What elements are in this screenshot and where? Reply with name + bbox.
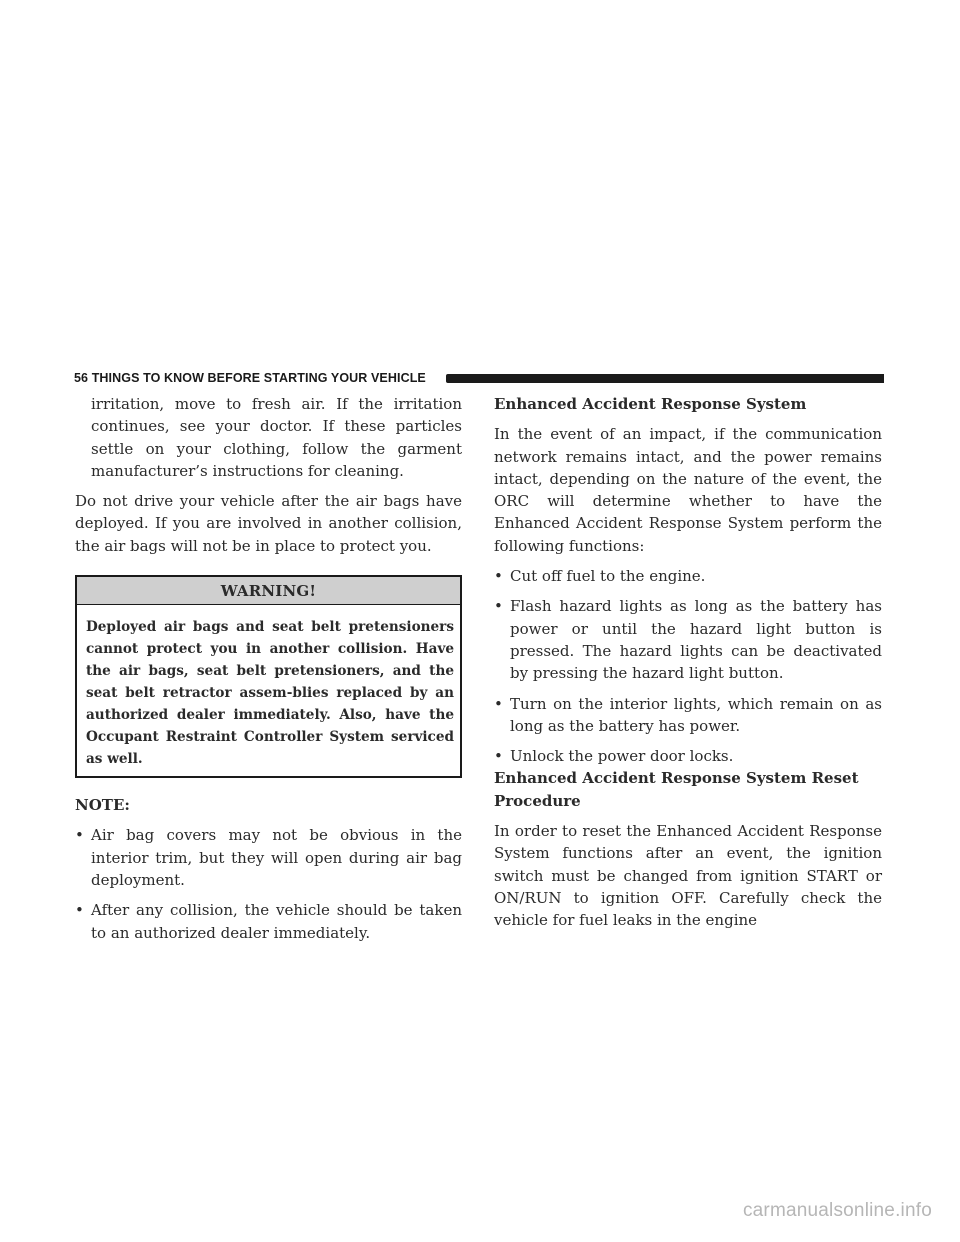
list-item-text: Turn on the interior lights, which remain on as long as the battery has power. [510,694,882,735]
deployed-paragraph: Do not drive your vehicle after the air bags have deployed. If you are involved in another collision, the air bags will not be in place to protect you. [75,492,462,555]
reset-paragraph: In order to reset the Enhanced Accident Response System functions after an event, the ignition switch must be changed from ignition START or ON/RUN to ignition OFF. Carefully check the vehicle for fuel leaks in the engine [494,822,882,930]
list-item [75,824,462,891]
left-column [75,393,462,944]
section-heading: Enhanced Accident Response System [494,395,807,413]
impact-paragraph: In the event of an impact, if the communication network remains intact, and the power remains intact, depending on the nature of the event, the ORC will determine whether to have the Enhanced Accident Response System perform the following functions: [494,425,882,555]
bullet-icon: • [494,567,503,586]
warning-box [75,575,462,778]
reset-heading-line1: Enhanced Accident Response System Reset [494,769,859,788]
right-column [494,393,882,932]
list-item [494,693,882,738]
list-item-text: Flash hazard lights as long as the battery has power or until the hazard light button is pressed. The hazard lights can be deactivated by pressing the hazard light button. [510,597,882,683]
list-item [494,565,882,587]
page-header [74,370,884,388]
warning-title: WARNING! [77,577,460,605]
list-item-text: Air bag covers may not be obvious in the interior trim, but they will open during air bag deployment. [91,826,462,889]
bullet-icon: • [494,747,503,766]
bullet-icon: • [75,901,84,920]
list-item-text: Unlock the power door locks. [510,747,734,766]
reset-heading [494,767,882,812]
warning-body: Deployed air bags and seat belt pretensioners cannot protect you in another collision. Have the air bags, seat belt pretensioners, and the seat belt retractor assem-blies replaced by an authorized dealer immediately. Also, have the Occupant Restraint Controller System serviced as well. [86,619,454,768]
list-item [494,595,882,684]
note-list [75,824,462,943]
bullet-icon: • [75,826,84,845]
reset-heading-line2: Procedure [494,791,581,810]
continued-paragraph: irritation, move to fresh air. If the irritation continues, see your doctor. If these particles settle on your clothing, follow the garment manufacturer’s instructions for cleaning. [91,395,462,480]
bullet-icon: • [494,597,503,616]
header-rule [446,374,884,383]
list-item [494,745,882,767]
list-item-text: After any collision, the vehicle should be taken to an authorized dealer immediately. [91,901,462,942]
list-item-text: Cut off fuel to the engine. [510,567,706,586]
watermark: carmanualsonline.info [742,1200,932,1221]
functions-list [494,565,882,767]
section-title: THINGS TO KNOW BEFORE STARTING YOUR VEHICLE [91,371,426,385]
bullet-icon: • [494,694,503,713]
note-label: NOTE: [75,796,130,815]
header-title [74,371,426,385]
list-item [75,899,462,944]
page-number: 56 [74,371,89,385]
